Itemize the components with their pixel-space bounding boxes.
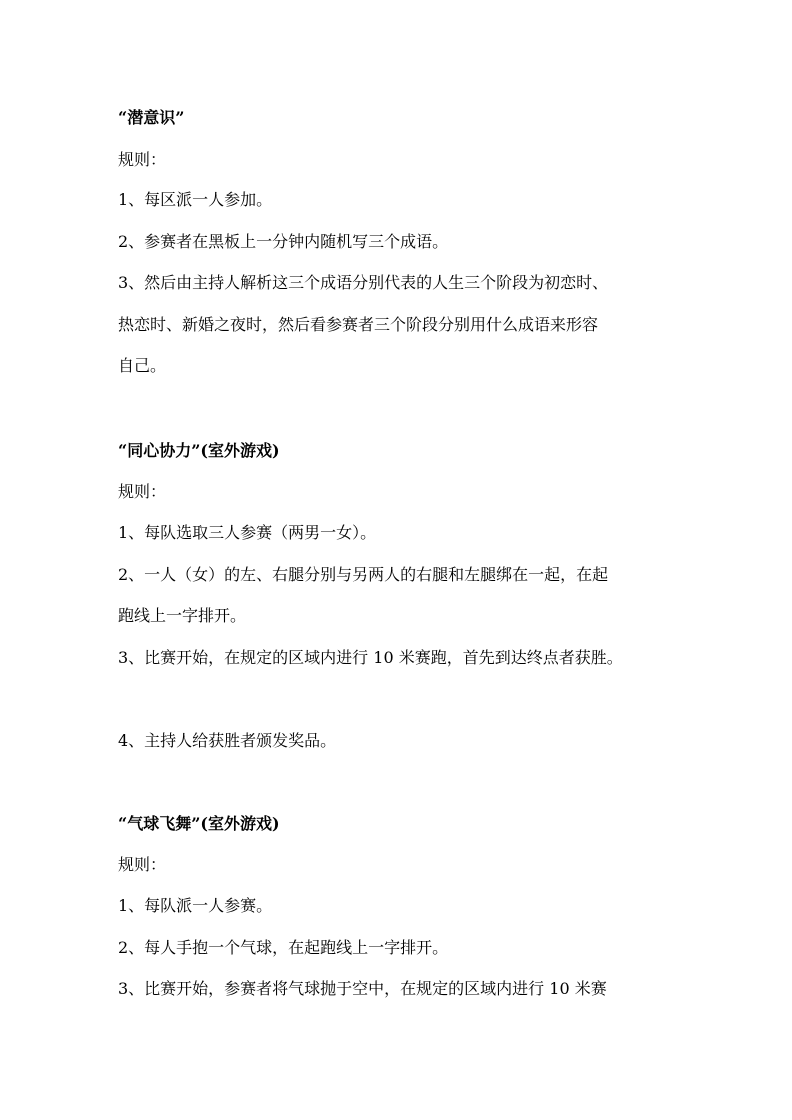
rule-line: 2、参赛者在黑板上一分钟内随机写三个成语。 xyxy=(118,232,449,251)
rules-label: 规则： xyxy=(118,150,167,169)
rule-line: 2、一人（女）的左、右腿分别与另两人的右腿和左腿绑在一起，在起 xyxy=(118,565,609,584)
rule-line: 3、比赛开始，在规定的区域内进行 10 米赛跑，首先到达终点者获胜。 xyxy=(118,648,623,667)
section-title: “气球飞舞”(室外游戏) xyxy=(118,814,280,833)
rule-line: 1、每队选取三人参赛（两男一女）。 xyxy=(118,523,377,542)
rules-label: 规则： xyxy=(118,482,167,501)
rule-line: 热恋时、新婚之夜时，然后看参赛者三个阶段分别用什么成语来形容 xyxy=(118,315,599,334)
rule-line: 1、每区派一人参加。 xyxy=(118,190,273,209)
rule-line: 3、比赛开始，参赛者将气球抛于空中，在规定的区域内进行 10 米赛 xyxy=(118,979,607,998)
rules-label: 规则： xyxy=(118,855,167,874)
section-title: “同心协力”(室外游戏) xyxy=(118,441,280,460)
rule-line: 2、每人手抱一个气球，在起跑线上一字排开。 xyxy=(118,938,449,957)
section-title: “潜意识” xyxy=(118,108,185,127)
rule-line: 跑线上一字排开。 xyxy=(118,606,247,625)
rule-line: 1、每队派一人参赛。 xyxy=(118,896,273,915)
rule-line: 4、主持人给获胜者颁发奖品。 xyxy=(118,731,337,750)
rule-line: 自己。 xyxy=(118,356,167,375)
rule-line: 3、然后由主持人解析这三个成语分别代表的人生三个阶段为初恋时、 xyxy=(118,273,609,292)
